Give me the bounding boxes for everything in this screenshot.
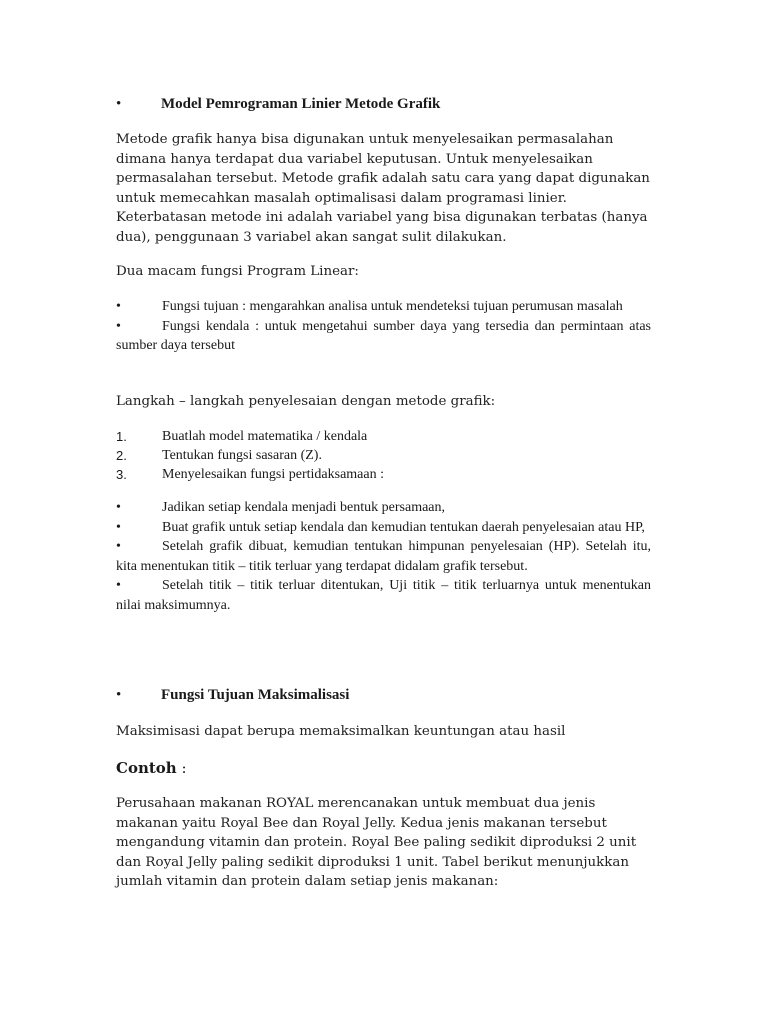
bullet-icon: • [116,578,121,593]
list-item-text: Setelah grafik dibuat, kemudian tentukan himpunan penyelesaian (HP). Setelah itu, kita menentukan titik – titik terluar yang terdapat didalam grafik tersebut. [116,539,651,574]
maksimisasi-paragraph: Maksimisasi dapat berupa memaksimalkan keuntungan atau hasil [116,724,566,739]
step-number: 1. [116,429,127,444]
list-item [116,297,651,317]
sub-steps-list [116,498,651,615]
contoh-colon: : [176,759,187,777]
list-item [116,576,651,615]
langkah-intro: Langkah – langkah penyelesaian dengan metode grafik: [116,394,496,409]
heading-text: Model Pemrograman Linier Metode Grafik [161,96,441,112]
contoh-word: Contoh [116,759,177,777]
example-paragraph: Perusahaan makanan ROYAL merencanakan untuk membuat dua jenis makanan yaitu Royal Bee dan Royal Jelly. Kedua jenis makanan tersebut mengandung vitamin dan protein. Royal Bee paling sedikit diproduksi 2 unit dan Royal Jelly paling sedikit diproduksi 1 unit. Tabel berikut menunjukkan jumlah vitamin dan protein dalam setiap jenis makanan: [116,796,637,889]
step-number: 2. [116,448,127,463]
fungsi-intro: Dua macam fungsi Program Linear: [116,264,359,279]
list-item-text: Buat grafik untuk setiap kendala dan kemudian tentukan daerah penyelesaian atau HP, [162,519,645,535]
bullet-icon: • [116,96,122,112]
heading-text: Fungsi Tujuan Maksimalisasi [161,687,350,703]
bullet-icon: • [116,539,121,554]
bullet-icon: • [116,500,121,515]
intro-paragraph: Metode grafik hanya bisa digunakan untuk menyelesaikan permasalahan dimana hanya terdapat dua variabel keputusan. Untuk menyelesaikan permasalahan tersebut. Metode grafik adalah satu cara yang dapat digunakan untuk memecahkan masalah optimalisasi dalam programasi linier. Keterbatasan metode ini adalah variabel yang bisa digunakan terbatas (hanya dua), penggunaan 3 variabel akan sangat sulit dilakukan. [116,132,650,245]
fungsi-list [116,297,651,356]
list-item [116,427,651,446]
list-item-text: Fungsi kendala : untuk mengetahui sumber daya yang tersedia dan permintaan atas sumber daya tersebut [116,318,651,353]
list-item [116,465,651,484]
bullet-icon: • [116,318,121,334]
bullet-icon: • [116,687,122,703]
bullet-icon: • [116,299,121,314]
list-item [116,498,651,518]
list-item [116,537,651,576]
step-number: 3. [116,467,127,482]
list-item-text: Jadikan setiap kendala menjadi bentuk persamaan, [162,500,446,515]
step-text: Buatlah model matematika / kendala [162,429,368,444]
list-item [116,446,651,465]
contoh-label [116,758,187,778]
step-text: Menyelesaikan fungsi pertidaksamaan : [162,467,384,482]
steps-list [116,427,651,484]
list-item [116,518,651,538]
list-item [116,317,651,356]
step-text: Tentukan fungsi sasaran (Z). [162,448,322,463]
list-item-text: Setelah titik – titik terluar ditentukan, Uji titik – titik terluarnya untuk menentukan nilai maksimumnya. [116,578,651,613]
bullet-icon: • [116,519,121,535]
list-item-text: Fungsi tujuan : mengarahkan analisa untuk mendeteksi tujuan perumusan masalah [162,299,623,314]
